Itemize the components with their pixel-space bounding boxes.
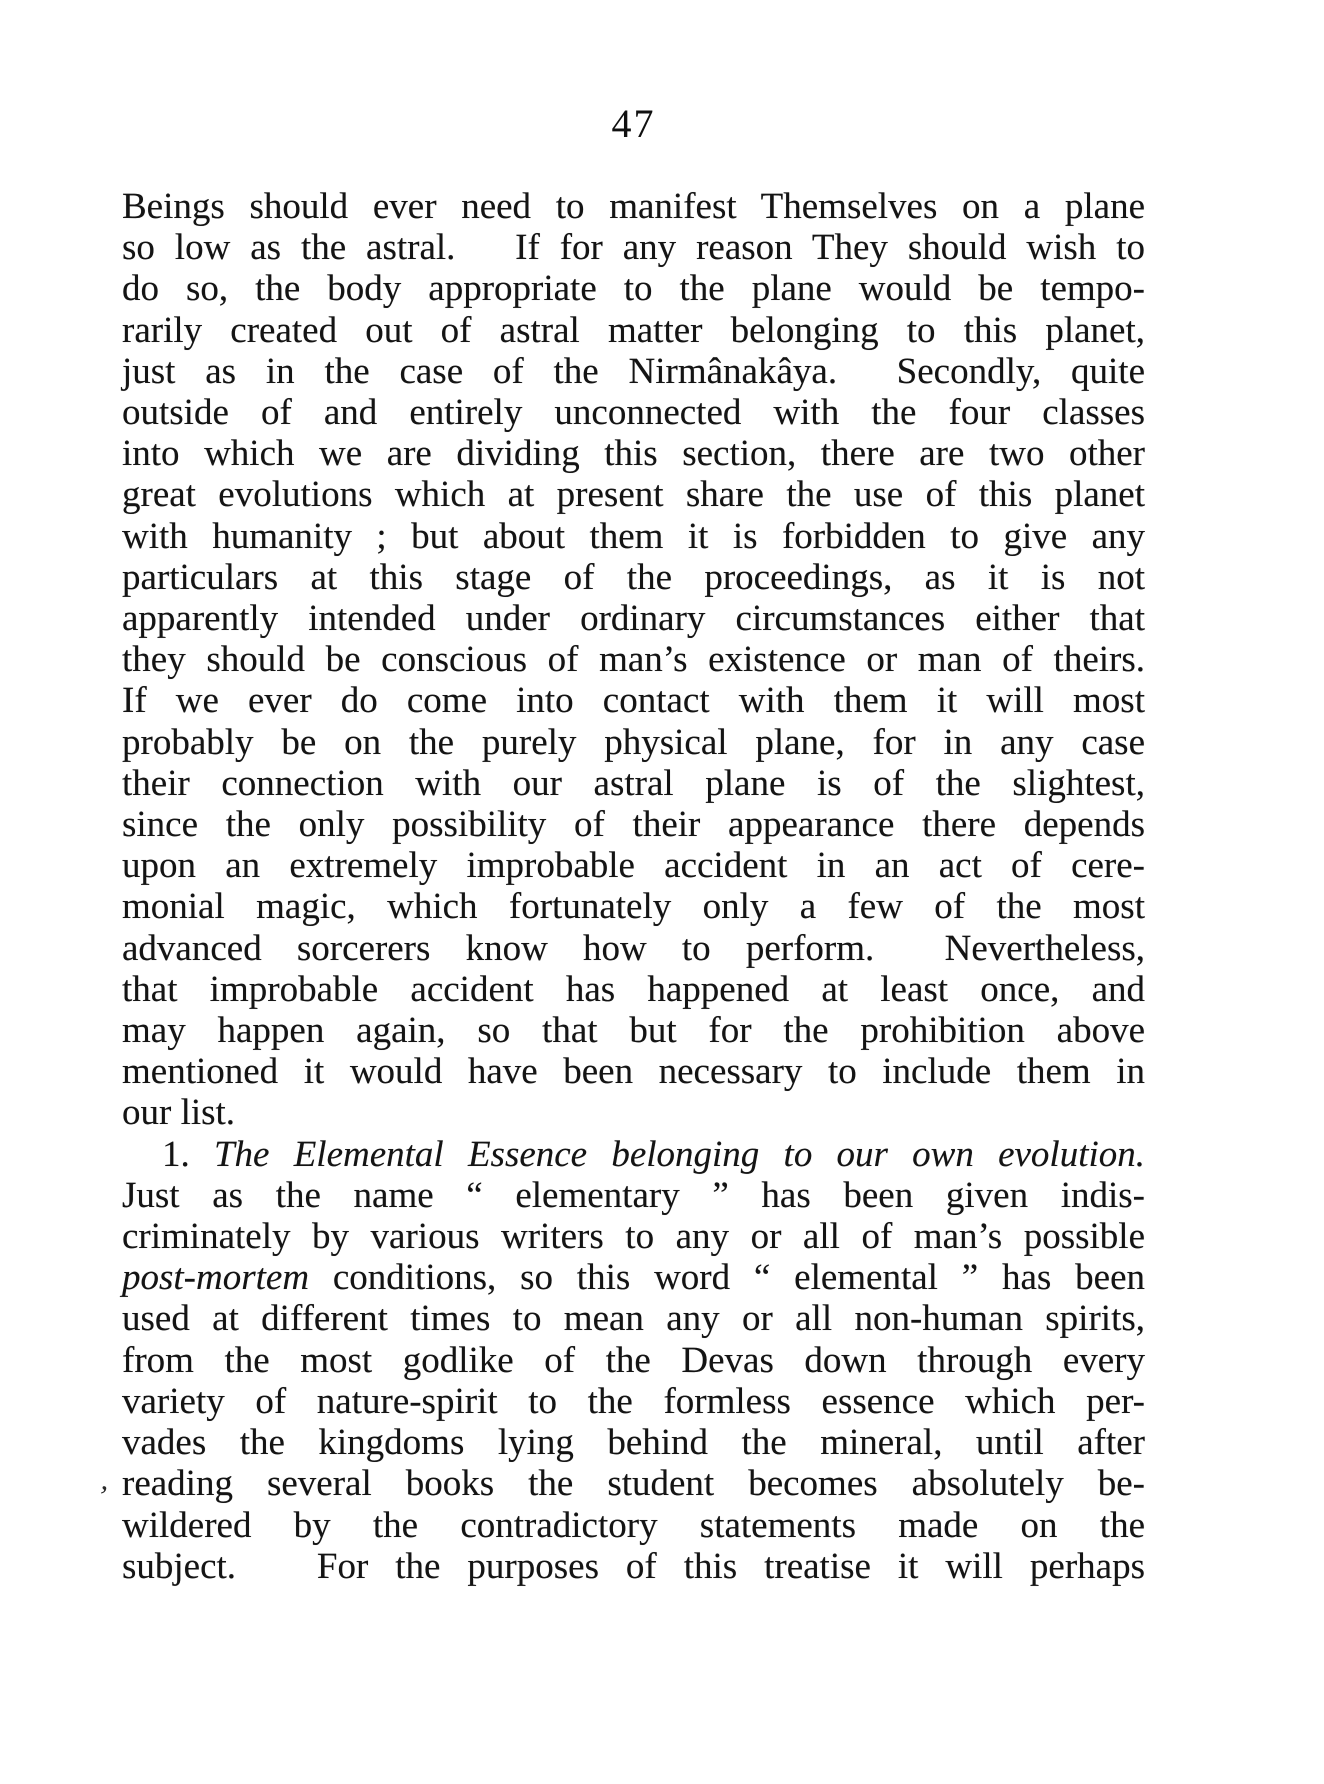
- text-line: [122, 1546, 1145, 1587]
- text-segment: upon an extremely improbable accident in an act of cere-: [122, 845, 1145, 887]
- text-segment: advanced sorcerers know how to perform. Nevertheless,: [122, 927, 1145, 969]
- page-number: 47: [611, 101, 656, 146]
- text-segment: Beings should ever need to manifest Themselves on a plane: [122, 186, 1145, 227]
- text-line: [122, 227, 1145, 268]
- text-segment: variety of nature-spirit to the formless essence which per-: [122, 1380, 1145, 1422]
- text-line: [122, 1051, 1145, 1092]
- text-segment: used at different times to mean any or all non-human spirits,: [122, 1298, 1145, 1340]
- text-line: [122, 639, 1145, 680]
- text-segment: 1.: [162, 1133, 214, 1175]
- italic-text-segment: The Elemental Essence belonging to our own evolution.: [213, 1133, 1146, 1175]
- text-segment: from the most godlike of the Devas down through every: [122, 1339, 1145, 1381]
- text-segment: that improbable accident has happened at least once, and: [122, 968, 1145, 1010]
- text-line: [122, 516, 1145, 557]
- text-segment: into which we are dividing this section, there are two other: [122, 433, 1145, 475]
- text-line: [122, 722, 1145, 763]
- text-segment: just as in the case of the Nirmânakâya. Secondly, quite: [122, 350, 1145, 392]
- italic-text-segment: post-mortem: [122, 1257, 310, 1299]
- text-line: [122, 1175, 1145, 1216]
- text-segment: Just as the name “ elementary ” has been given indis-: [122, 1174, 1145, 1216]
- text-segment: do so, the body appropriate to the plane would be tempo-: [122, 268, 1145, 310]
- text-line: [122, 268, 1145, 309]
- text-line: [122, 1422, 1145, 1463]
- text-segment: so low as the astral. If for any reason They should wish to: [122, 227, 1145, 269]
- text-segment: wildered by the contradictory statements made on the: [122, 1504, 1145, 1546]
- text-line: [122, 433, 1145, 474]
- text-line: [122, 351, 1145, 392]
- text-segment: subject. For the purposes of this treatise it will perhaps: [122, 1545, 1145, 1587]
- text-line: [122, 680, 1145, 721]
- text-segment: our list.: [122, 1092, 236, 1134]
- text-line: [122, 1010, 1145, 1051]
- text-line: [122, 557, 1145, 598]
- text-line: [122, 1340, 1145, 1381]
- text-line: [122, 1463, 1145, 1504]
- text-line: [122, 804, 1145, 845]
- text-line: [122, 1257, 1145, 1298]
- text-line: [122, 1216, 1145, 1257]
- scan-speck-artifact: ’: [95, 1479, 111, 1514]
- text-line: [122, 1134, 1145, 1175]
- text-line: [122, 1381, 1145, 1422]
- text-line: [122, 763, 1145, 804]
- text-segment: If we ever do come into contact with them it will most: [122, 680, 1145, 722]
- text-line: [122, 969, 1145, 1010]
- text-segment: rarily created out of astral matter belonging to this planet,: [122, 309, 1145, 351]
- text-line: [122, 598, 1145, 639]
- text-line: [122, 1092, 1145, 1133]
- text-line: [122, 1505, 1145, 1546]
- text-segment: with humanity ; but about them it is forbidden to give any: [122, 515, 1145, 557]
- text-segment: probably be on the purely physical plane, for in any case: [122, 721, 1145, 763]
- text-line: [122, 1298, 1145, 1339]
- text-segment: vades the kingdoms lying behind the mineral, until after: [122, 1422, 1145, 1464]
- text-segment: apparently intended under ordinary circumstances either that: [122, 598, 1145, 640]
- text-segment: they should be conscious of man’s existence or man of theirs.: [122, 639, 1145, 681]
- text-segment: monial magic, which fortunately only a few of the most: [122, 886, 1145, 928]
- text-line: [122, 186, 1145, 227]
- text-line: [122, 474, 1145, 515]
- text-segment: reading several books the student becomes absolutely be-: [122, 1463, 1145, 1505]
- text-segment: criminately by various writers to any or all of man’s possible: [122, 1216, 1145, 1258]
- text-block: [122, 186, 1145, 1587]
- text-segment: since the only possibility of their appearance there depends: [122, 804, 1145, 846]
- text-line: [122, 310, 1145, 351]
- text-segment: their connection with our astral plane is of the slightest,: [122, 762, 1145, 804]
- text-line: [122, 845, 1145, 886]
- text-line: [122, 392, 1145, 433]
- text-line: [122, 928, 1145, 969]
- text-segment: great evolutions which at present share the use of this planet: [122, 474, 1145, 516]
- text-line: [122, 886, 1145, 927]
- text-segment: mentioned it would have been necessary to include them in: [122, 1051, 1145, 1093]
- text-segment: particulars at this stage of the proceedings, as it is not: [122, 556, 1145, 598]
- text-segment: may happen again, so that but for the prohibition above: [122, 1010, 1145, 1052]
- text-segment: outside of and entirely unconnected with the four classes: [122, 392, 1145, 434]
- text-segment: conditions, so this word “ elemental ” has been: [309, 1257, 1145, 1299]
